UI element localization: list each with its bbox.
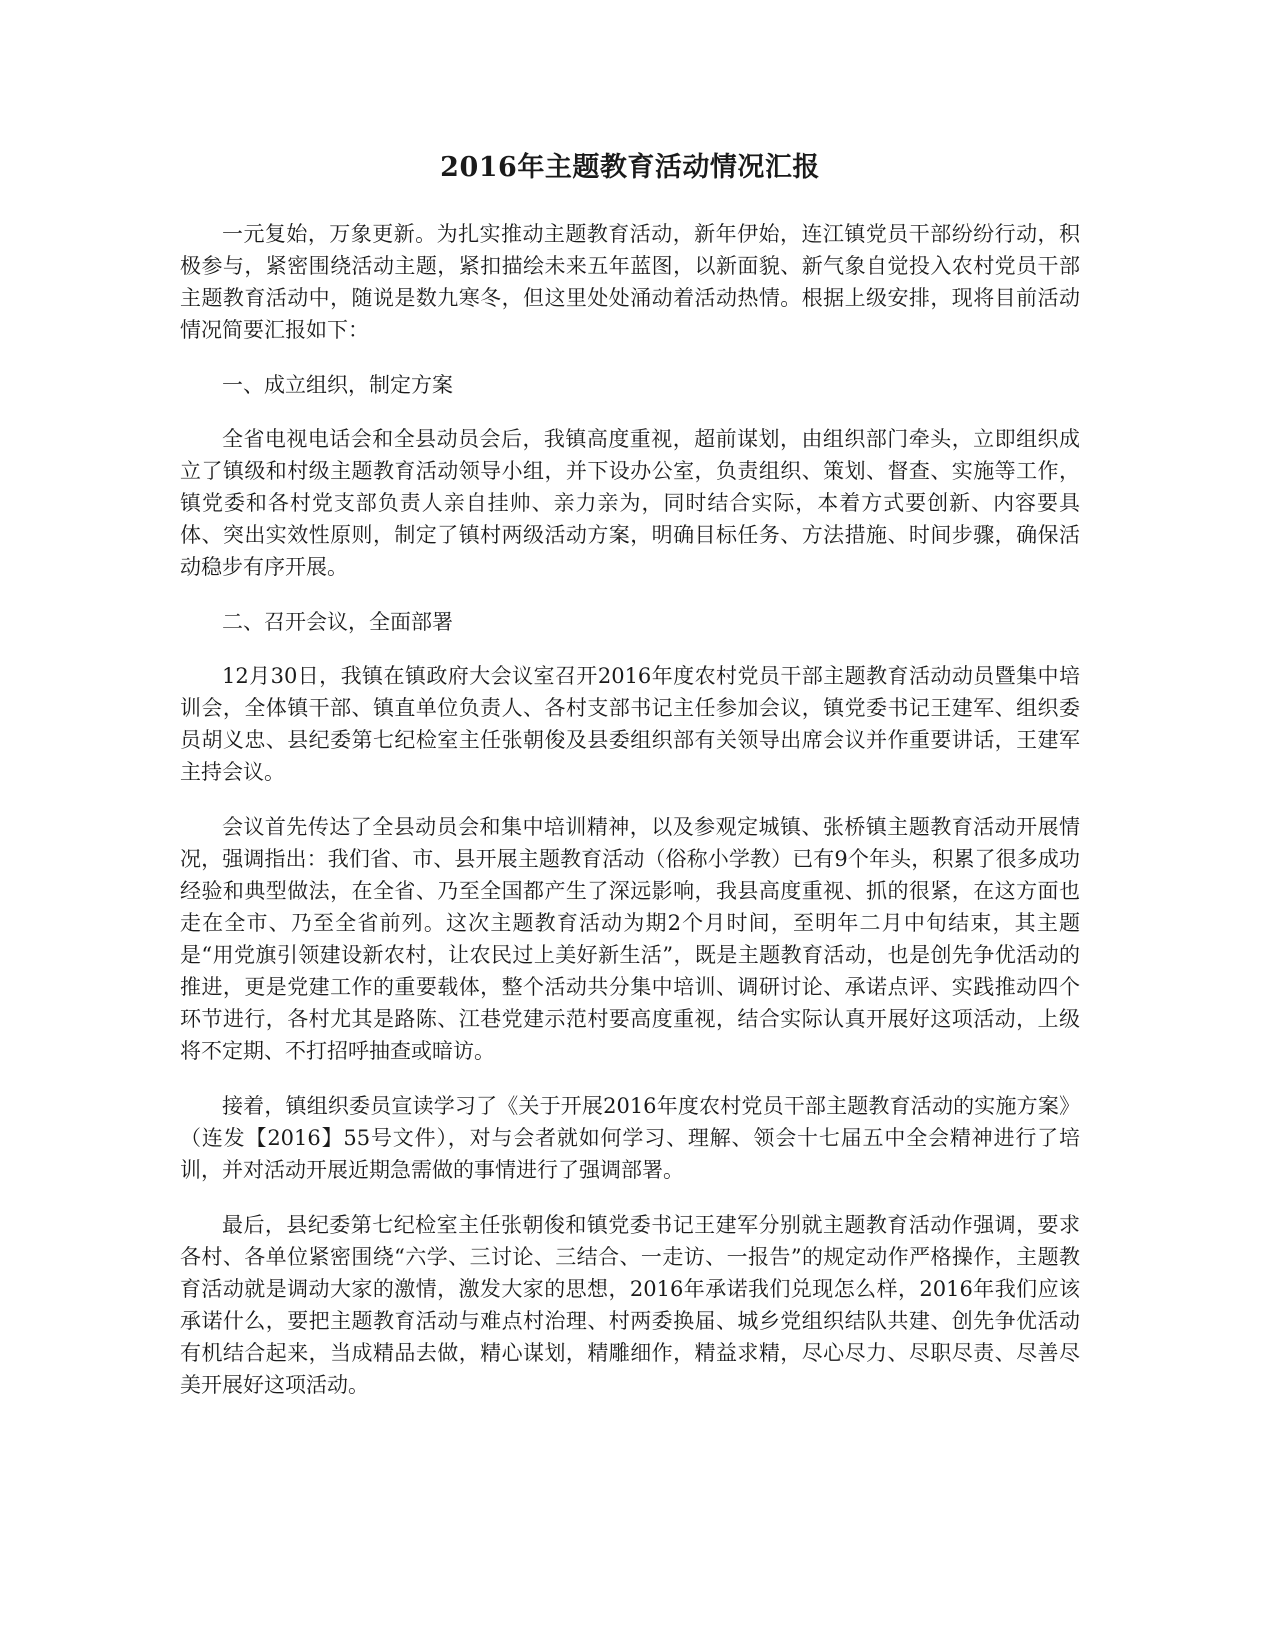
document-body — [180, 148, 1080, 1424]
section-1-paragraph-1: 全省电视电话会和全县动员会后，我镇高度重视，超前谋划，由组织部门牵头，立即组织成立了镇级和村级主题教育活动领导小组，并下设办公室，负责组织、策划、督查、实施等工作，镇党委和各村党支部负责人亲自挂帅、亲力亲为，同时结合实际，本着方式要创新、内容要具体、突出实效性原则，制定了镇村两级活动方案，明确目标任务、方法措施、时间步骤，确保活动稳步有序开展。 — [180, 427, 1080, 579]
document-title: 2016年主题教育活动情况汇报 — [440, 152, 820, 183]
section-1-heading: 一、成立组织，制定方案 — [222, 373, 453, 397]
section-2-paragraph-2: 会议首先传达了全县动员会和集中培训精神，以及参观定城镇、张桥镇主题教育活动开展情况，强调指出：我们省、市、县开展主题教育活动（俗称小学教）已有9个年头，积累了很多成功经验和典型做法，在全省、乃至全国都产生了深远影响，我县高度重视、抓的很紧，在这方面也走在全市、乃至全省前列。这次主题教育活动为期2个月时间，至明年二月中旬结束，其主题是“用党旗引领建设新农村，让农民过上美好新生活”，既是主题教育活动，也是创先争优活动的推进，更是党建工作的重要载体，整个活动共分集中培训、调研讨论、承诺点评、实践推动四个环节进行，各村尤其是路陈、江巷党建示范村要高度重视，结合实际认真开展好这项活动，上级将不定期、不打招呼抽查或暗访。 — [180, 815, 1080, 1063]
section-2-paragraph-3: 接着，镇组织委员宣读学习了《关于开展2016年度农村党员干部主题教育活动的实施方案》（连发【2016】55号文件），对与会者就如何学习、理解、领会十七届五中全会精神进行了培训，并对活动开展近期急需做的事情进行了强调部署。 — [180, 1094, 1080, 1182]
section-2-heading: 二、召开会议，全面部署 — [222, 610, 453, 634]
section-2-paragraph-1: 12月30日，我镇在镇政府大会议室召开2016年度农村党员干部主题教育活动动员暨集中培训会，全体镇干部、镇直单位负责人、各村支部书记主任参加会议，镇党委书记王建军、组织委员胡义忠、县纪委第七纪检室主任张朝俊及县委组织部有关领导出席会议并作重要讲话，王建军主持会议。 — [180, 664, 1080, 784]
section-2-paragraph-4: 最后，县纪委第七纪检室主任张朝俊和镇党委书记王建军分别就主题教育活动作强调，要求各村、各单位紧密围绕“六学、三讨论、三结合、一走访、一报告”的规定动作严格操作，主题教育活动就是调动大家的激情，激发大家的思想，2016年承诺我们兑现怎么样，2016年我们应该承诺什么，要把主题教育活动与难点村治理、村两委换届、城乡党组织结队共建、创先争优活动有机结合起来，当成精品去做，精心谋划，精雕细作，精益求精，尽心尽力、尽职尽责、尽善尽美开展好这项活动。 — [180, 1213, 1080, 1397]
intro-paragraph: 一元复始，万象更新。为扎实推动主题教育活动，新年伊始，连江镇党员干部纷纷行动，积极参与，紧密围绕活动主题，紧扣描绘未来五年蓝图，以新面貌、新气象自觉投入农村党员干部主题教育活动中，随说是数九寒冬，但这里处处涌动着活动热情。根据上级安排，现将目前活动情况简要汇报如下： — [180, 222, 1080, 342]
